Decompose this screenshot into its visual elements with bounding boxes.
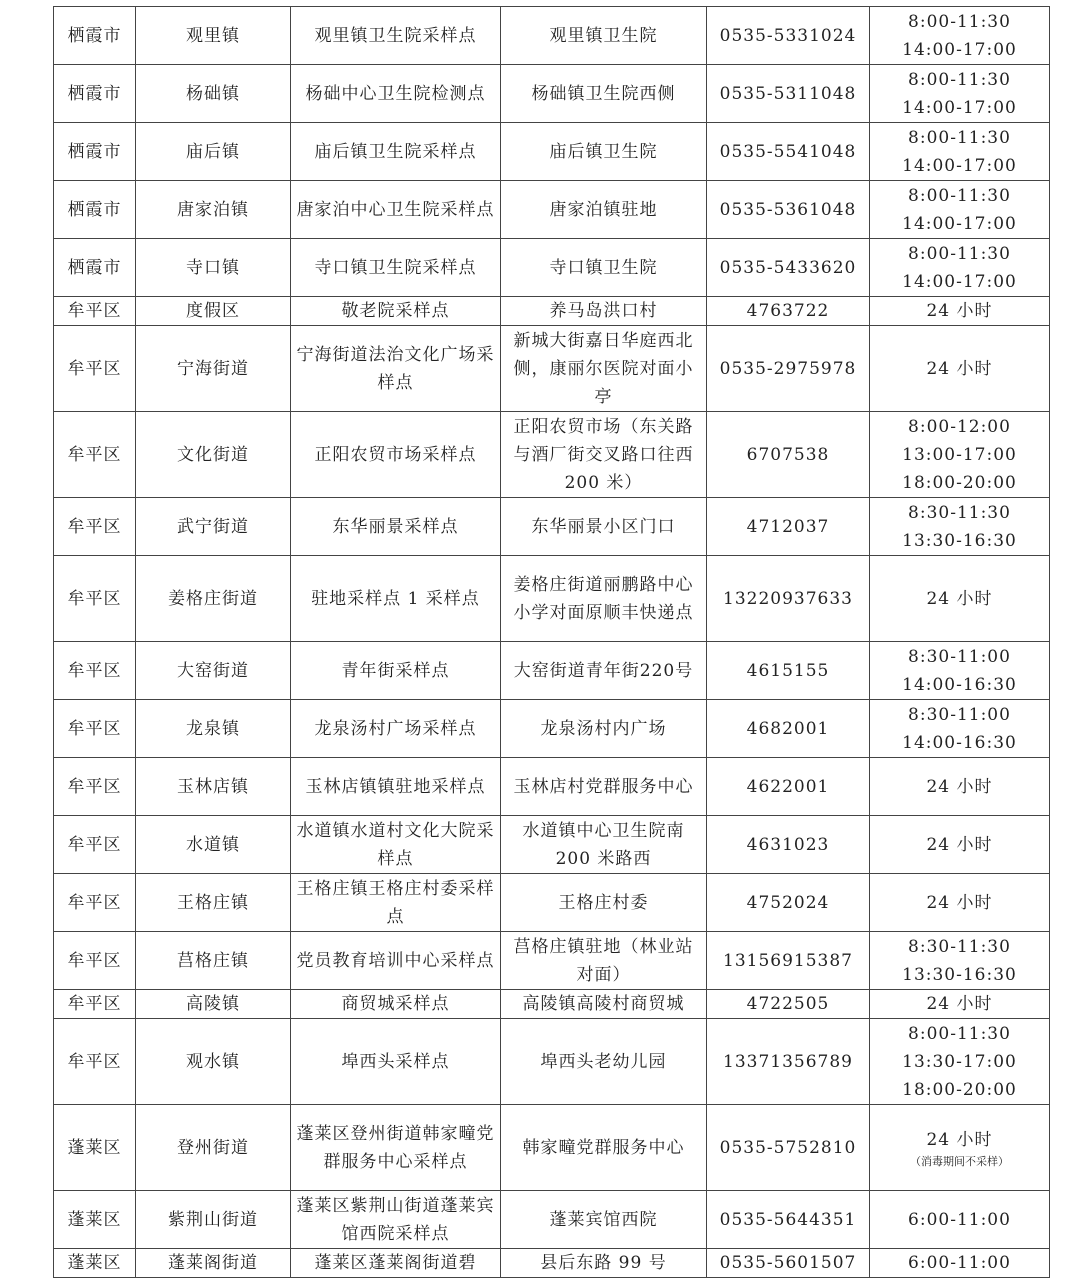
hours-line: 8:30-11:30 [908, 936, 1011, 957]
address-cell: 养马岛洪口村 [501, 297, 707, 326]
town-cell: 度假区 [136, 297, 291, 326]
hours-cell [870, 65, 1050, 123]
phone-cell: 4763722 [707, 297, 870, 326]
hours-line: 24 小时 [926, 1129, 993, 1150]
table-row [54, 123, 1050, 181]
town-cell: 登州街道 [136, 1105, 291, 1191]
town-cell: 观里镇 [136, 7, 291, 65]
hours-line: 13:30-16:30 [902, 530, 1017, 551]
hours-cell [870, 990, 1050, 1019]
address-cell: 韩家疃党群服务中心 [501, 1105, 707, 1191]
hours-line: 8:00-11:30 [908, 11, 1011, 32]
hours-cell [870, 239, 1050, 297]
site-cell: 蓬莱区登州街道韩家疃党群服务中心采样点 [291, 1105, 501, 1191]
site-cell: 蓬莱区蓬莱阁街道碧 [291, 1249, 501, 1278]
phone-cell: 0535-5433620 [707, 239, 870, 297]
district-cell: 牟平区 [54, 642, 136, 700]
site-cell: 庙后镇卫生院采样点 [291, 123, 501, 181]
hours-cell [870, 556, 1050, 642]
hours-line: 8:00-11:30 [908, 127, 1011, 148]
table-row [54, 556, 1050, 642]
table-row [54, 239, 1050, 297]
table-row [54, 1249, 1050, 1278]
hours-line: 14:00-17:00 [902, 271, 1017, 292]
phone-cell: 4631023 [707, 816, 870, 874]
district-cell: 栖霞市 [54, 239, 136, 297]
address-cell: 龙泉汤村内广场 [501, 700, 707, 758]
district-cell: 蓬莱区 [54, 1105, 136, 1191]
site-cell: 敬老院采样点 [291, 297, 501, 326]
hours-cell [870, 700, 1050, 758]
address-cell: 大窑街道青年街220号 [501, 642, 707, 700]
phone-cell: 4722505 [707, 990, 870, 1019]
phone-cell: 0535-2975978 [707, 326, 870, 412]
address-cell: 王格庄村委 [501, 874, 707, 932]
hours-line: 8:00-11:30 [908, 69, 1011, 90]
site-cell: 杨础中心卫生院检测点 [291, 65, 501, 123]
hours-line: 8:00-11:30 [908, 185, 1011, 206]
sampling-sites-table [53, 6, 1050, 1278]
hours-line: 24 小时 [926, 892, 993, 913]
site-cell: 党员教育培训中心采样点 [291, 932, 501, 990]
site-cell: 玉林店镇镇驻地采样点 [291, 758, 501, 816]
table-row [54, 498, 1050, 556]
hours-line: 14:00-17:00 [902, 155, 1017, 176]
site-cell: 王格庄镇王格庄村委采样点 [291, 874, 501, 932]
hours-line: 13:30-17:00 [902, 1051, 1017, 1072]
table-row [54, 297, 1050, 326]
site-cell: 商贸城采样点 [291, 990, 501, 1019]
hours-line: 14:00-17:00 [902, 39, 1017, 60]
site-cell: 驻地采样点 1 采样点 [291, 556, 501, 642]
phone-cell: 0535-5311048 [707, 65, 870, 123]
site-cell: 寺口镇卫生院采样点 [291, 239, 501, 297]
site-cell: 观里镇卫生院采样点 [291, 7, 501, 65]
district-cell: 栖霞市 [54, 65, 136, 123]
address-cell: 观里镇卫生院 [501, 7, 707, 65]
district-cell: 牟平区 [54, 990, 136, 1019]
phone-cell: 6707538 [707, 412, 870, 498]
hours-note: （消毒期间不采样） [910, 1154, 1009, 1168]
hours-line: 13:30-16:30 [902, 964, 1017, 985]
phone-cell: 13371356789 [707, 1019, 870, 1105]
table-row [54, 758, 1050, 816]
phone-cell: 0535-5541048 [707, 123, 870, 181]
district-cell: 牟平区 [54, 556, 136, 642]
hours-cell [870, 412, 1050, 498]
table-row [54, 816, 1050, 874]
site-cell: 青年街采样点 [291, 642, 501, 700]
address-cell: 正阳农贸市场（东关路与酒厂街交叉路口往西 200 米） [501, 412, 707, 498]
hours-cell [870, 1105, 1050, 1191]
phone-cell: 4615155 [707, 642, 870, 700]
hours-line: 18:00-20:00 [902, 1079, 1017, 1100]
table-row [54, 1191, 1050, 1249]
table-row [54, 412, 1050, 498]
phone-cell: 4682001 [707, 700, 870, 758]
hours-cell [870, 1019, 1050, 1105]
hours-line: 24 小时 [926, 588, 993, 609]
hours-cell [870, 874, 1050, 932]
table-row [54, 7, 1050, 65]
hours-cell [870, 816, 1050, 874]
hours-cell [870, 7, 1050, 65]
table-row [54, 181, 1050, 239]
hours-line: 8:00-12:00 [908, 416, 1011, 437]
district-cell: 栖霞市 [54, 181, 136, 239]
site-cell: 水道镇水道村文化大院采样点 [291, 816, 501, 874]
site-cell: 龙泉汤村广场采样点 [291, 700, 501, 758]
district-cell: 栖霞市 [54, 123, 136, 181]
hours-cell [870, 758, 1050, 816]
town-cell: 玉林店镇 [136, 758, 291, 816]
district-cell: 牟平区 [54, 412, 136, 498]
town-cell: 龙泉镇 [136, 700, 291, 758]
table-body [54, 7, 1050, 1278]
site-cell: 东华丽景采样点 [291, 498, 501, 556]
phone-cell: 0535-5361048 [707, 181, 870, 239]
address-cell: 庙后镇卫生院 [501, 123, 707, 181]
hours-line: 14:00-17:00 [902, 213, 1017, 234]
hours-line: 8:00-11:30 [908, 1023, 1011, 1044]
site-cell: 唐家泊中心卫生院采样点 [291, 181, 501, 239]
district-cell: 蓬莱区 [54, 1191, 136, 1249]
table-row [54, 1019, 1050, 1105]
hours-cell [870, 297, 1050, 326]
town-cell: 庙后镇 [136, 123, 291, 181]
town-cell: 宁海街道 [136, 326, 291, 412]
address-cell: 杨础镇卫生院西侧 [501, 65, 707, 123]
town-cell: 唐家泊镇 [136, 181, 291, 239]
hours-cell [870, 181, 1050, 239]
town-cell: 高陵镇 [136, 990, 291, 1019]
town-cell: 观水镇 [136, 1019, 291, 1105]
phone-cell: 4712037 [707, 498, 870, 556]
phone-cell: 13156915387 [707, 932, 870, 990]
hours-line: 8:30-11:30 [908, 502, 1011, 523]
address-cell: 县后东路 99 号 [501, 1249, 707, 1278]
table-row [54, 642, 1050, 700]
hours-cell [870, 123, 1050, 181]
address-cell: 东华丽景小区门口 [501, 498, 707, 556]
address-cell: 玉林店村党群服务中心 [501, 758, 707, 816]
phone-cell: 0535-5331024 [707, 7, 870, 65]
hours-line: 24 小时 [926, 358, 993, 379]
site-cell: 埠西头采样点 [291, 1019, 501, 1105]
hours-line: 8:00-11:30 [908, 243, 1011, 264]
hours-cell [870, 932, 1050, 990]
hours-line: 13:00-17:00 [902, 444, 1017, 465]
hours-line: 6:00-11:00 [908, 1253, 1011, 1273]
address-cell: 姜格庄街道丽鹏路中心小学对面原顺丰快递点 [501, 556, 707, 642]
address-cell: 莒格庄镇驻地（林业站对面） [501, 932, 707, 990]
district-cell: 蓬莱区 [54, 1249, 136, 1278]
hours-line: 24 小时 [926, 834, 993, 855]
hours-line: 14:00-17:00 [902, 97, 1017, 118]
town-cell: 武宁街道 [136, 498, 291, 556]
district-cell: 牟平区 [54, 498, 136, 556]
town-cell: 文化街道 [136, 412, 291, 498]
hours-line: 6:00-11:00 [908, 1209, 1011, 1230]
hours-line: 18:00-20:00 [902, 472, 1017, 493]
sampling-sites-table-wrap [53, 6, 1049, 1278]
address-cell: 蓬莱宾馆西院 [501, 1191, 707, 1249]
site-cell: 正阳农贸市场采样点 [291, 412, 501, 498]
table-row [54, 1105, 1050, 1191]
phone-cell: 4622001 [707, 758, 870, 816]
district-cell: 牟平区 [54, 758, 136, 816]
table-row [54, 700, 1050, 758]
address-cell: 高陵镇高陵村商贸城 [501, 990, 707, 1019]
hours-line: 24 小时 [926, 994, 993, 1014]
address-cell: 新城大街嘉日华庭西北侧，康丽尔医院对面小亭 [501, 326, 707, 412]
phone-cell: 0535-5601507 [707, 1249, 870, 1278]
town-cell: 大窑街道 [136, 642, 291, 700]
district-cell: 牟平区 [54, 1019, 136, 1105]
site-cell: 宁海街道法治文化广场采样点 [291, 326, 501, 412]
hours-cell [870, 1191, 1050, 1249]
table-row [54, 874, 1050, 932]
hours-line: 14:00-16:30 [902, 732, 1017, 753]
hours-cell [870, 326, 1050, 412]
district-cell: 牟平区 [54, 874, 136, 932]
phone-cell: 0535-5752810 [707, 1105, 870, 1191]
site-cell: 蓬莱区紫荆山街道蓬莱宾馆西院采样点 [291, 1191, 501, 1249]
district-cell: 牟平区 [54, 932, 136, 990]
phone-cell: 13220937633 [707, 556, 870, 642]
phone-cell: 0535-5644351 [707, 1191, 870, 1249]
town-cell: 姜格庄街道 [136, 556, 291, 642]
hours-cell [870, 1249, 1050, 1278]
hours-line: 8:30-11:00 [908, 704, 1011, 725]
town-cell: 杨础镇 [136, 65, 291, 123]
town-cell: 水道镇 [136, 816, 291, 874]
hours-cell [870, 498, 1050, 556]
district-cell: 栖霞市 [54, 7, 136, 65]
address-cell: 唐家泊镇驻地 [501, 181, 707, 239]
town-cell: 寺口镇 [136, 239, 291, 297]
address-cell: 寺口镇卫生院 [501, 239, 707, 297]
hours-line: 14:00-16:30 [902, 674, 1017, 695]
address-cell: 水道镇中心卫生院南200 米路西 [501, 816, 707, 874]
table-row [54, 932, 1050, 990]
district-cell: 牟平区 [54, 816, 136, 874]
phone-cell: 4752024 [707, 874, 870, 932]
table-row [54, 326, 1050, 412]
town-cell: 王格庄镇 [136, 874, 291, 932]
hours-cell [870, 642, 1050, 700]
address-cell: 埠西头老幼儿园 [501, 1019, 707, 1105]
town-cell: 蓬莱阁街道 [136, 1249, 291, 1278]
town-cell: 莒格庄镇 [136, 932, 291, 990]
district-cell: 牟平区 [54, 700, 136, 758]
hours-line: 8:30-11:00 [908, 646, 1011, 667]
town-cell: 紫荆山街道 [136, 1191, 291, 1249]
district-cell: 牟平区 [54, 297, 136, 326]
table-row [54, 990, 1050, 1019]
table-row [54, 65, 1050, 123]
hours-line: 24 小时 [926, 776, 993, 797]
hours-line: 24 小时 [926, 301, 993, 321]
district-cell: 牟平区 [54, 326, 136, 412]
